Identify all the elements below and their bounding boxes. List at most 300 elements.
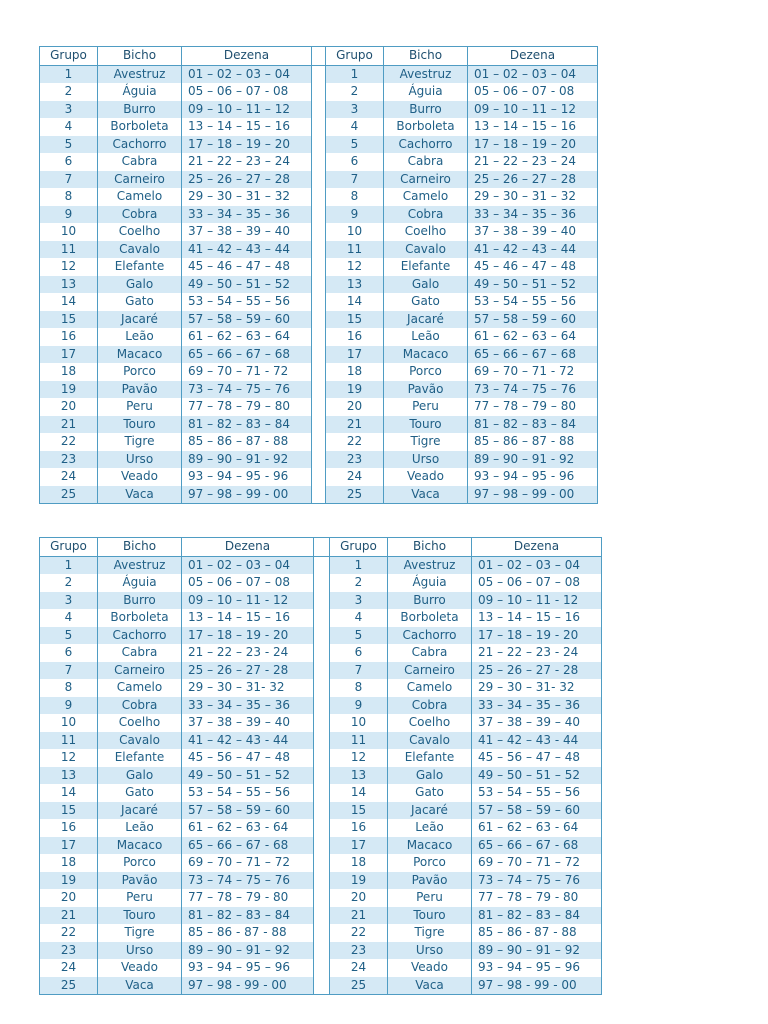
table-row bbox=[40, 749, 602, 767]
bicho-cell: Cachorro bbox=[98, 627, 182, 645]
bicho-cell: Veado bbox=[388, 959, 472, 977]
column-separator bbox=[312, 101, 326, 119]
bicho-cell: Carneiro bbox=[384, 171, 468, 189]
bicho-cell: Cavalo bbox=[98, 241, 182, 259]
dezena-cell: 13 – 14 – 15 – 16 bbox=[182, 118, 312, 136]
bicho-cell: Vaca bbox=[98, 486, 182, 504]
bicho-cell: Elefante bbox=[98, 258, 182, 276]
grupo-cell: 5 bbox=[40, 627, 98, 645]
column-separator bbox=[312, 83, 326, 101]
dezena-cell: 17 – 18 – 19 - 20 bbox=[182, 627, 314, 645]
dezena-cell: 97 – 98 – 99 - 00 bbox=[182, 486, 312, 504]
bicho-cell: Macaco bbox=[98, 837, 182, 855]
dezena-cell: 65 – 66 – 67 - 68 bbox=[472, 837, 602, 855]
table-row bbox=[40, 977, 602, 995]
bicho-cell: Elefante bbox=[98, 749, 182, 767]
dezena-cell: 81 – 82 – 83 – 84 bbox=[468, 416, 598, 434]
dezena-cell: 17 – 18 – 19 – 20 bbox=[468, 136, 598, 154]
table-row bbox=[40, 398, 598, 416]
dezena-cell: 61 – 62 – 63 – 64 bbox=[468, 328, 598, 346]
dezena-cell: 81 – 82 – 83 – 84 bbox=[472, 907, 602, 925]
dezena-cell: 21 – 22 – 23 - 24 bbox=[182, 644, 314, 662]
dezena-cell: 25 – 26 – 27 – 28 bbox=[182, 171, 312, 189]
dezena-cell: 73 – 74 – 75 – 76 bbox=[472, 872, 602, 890]
table-row bbox=[40, 767, 602, 785]
dezena-cell: 37 – 38 – 39 – 40 bbox=[472, 714, 602, 732]
table-row bbox=[40, 697, 602, 715]
dezena-cell: 41 – 42 – 43 – 44 bbox=[182, 241, 312, 259]
grupo-cell: 6 bbox=[40, 153, 98, 171]
column-separator bbox=[314, 644, 330, 662]
table-row bbox=[40, 118, 598, 136]
table-row bbox=[40, 486, 598, 504]
grupo-cell: 18 bbox=[40, 854, 98, 872]
column-separator bbox=[312, 363, 326, 381]
dezena-cell: 61 – 62 – 63 - 64 bbox=[182, 819, 314, 837]
bicho-cell: Touro bbox=[384, 416, 468, 434]
table-row bbox=[40, 188, 598, 206]
grupo-cell: 14 bbox=[40, 784, 98, 802]
grupo-cell: 22 bbox=[40, 924, 98, 942]
column-separator bbox=[312, 416, 326, 434]
column-separator bbox=[314, 538, 330, 557]
grupo-cell: 7 bbox=[40, 662, 98, 680]
dezena-cell: 97 – 98 - 99 - 00 bbox=[472, 977, 602, 995]
grupo-cell: 6 bbox=[326, 153, 384, 171]
bicho-cell: Pavão bbox=[388, 872, 472, 890]
bicho-cell: Peru bbox=[98, 889, 182, 907]
bicho-cell: Cobra bbox=[98, 697, 182, 715]
grupo-cell: 20 bbox=[40, 398, 98, 416]
bicho-cell: Tigre bbox=[98, 924, 182, 942]
grupo-cell: 17 bbox=[40, 346, 98, 364]
bicho-cell: Borboleta bbox=[384, 118, 468, 136]
grupo-cell: 21 bbox=[40, 416, 98, 434]
dezena-cell: 85 – 86 - 87 - 88 bbox=[472, 924, 602, 942]
grupo-cell: 20 bbox=[326, 398, 384, 416]
grupo-cell: 25 bbox=[40, 977, 98, 995]
bicho-cell: Vaca bbox=[384, 486, 468, 504]
grupo-cell: 19 bbox=[40, 872, 98, 890]
dezena-cell: 05 – 06 – 07 – 08 bbox=[472, 574, 602, 592]
table-body bbox=[40, 65, 598, 504]
grupo-cell: 16 bbox=[330, 819, 388, 837]
dezena-cell: 69 – 70 – 71 – 72 bbox=[182, 854, 314, 872]
column-separator bbox=[312, 223, 326, 241]
dezena-cell: 93 – 94 – 95 – 96 bbox=[182, 959, 314, 977]
bicho-cell: Carneiro bbox=[98, 662, 182, 680]
bicho-cell: Cobra bbox=[388, 697, 472, 715]
bicho-cell: Burro bbox=[98, 101, 182, 119]
dezena-cell: 81 – 82 – 83 – 84 bbox=[182, 907, 314, 925]
bicho-cell: Elefante bbox=[388, 749, 472, 767]
grupo-cell: 12 bbox=[40, 258, 98, 276]
grupo-cell: 12 bbox=[330, 749, 388, 767]
grupo-cell: 25 bbox=[326, 486, 384, 504]
grupo-cell: 10 bbox=[326, 223, 384, 241]
bicho-cell: Leão bbox=[98, 328, 182, 346]
grupo-cell: 22 bbox=[330, 924, 388, 942]
dezena-cell: 53 – 54 – 55 – 56 bbox=[468, 293, 598, 311]
grupo-cell: 8 bbox=[326, 188, 384, 206]
dezena-cell: 49 – 50 – 51 – 52 bbox=[472, 767, 602, 785]
bicho-cell: Avestruz bbox=[98, 556, 182, 574]
column-separator bbox=[314, 609, 330, 627]
grupo-cell: 18 bbox=[326, 363, 384, 381]
table-row bbox=[40, 819, 602, 837]
column-separator bbox=[314, 854, 330, 872]
dezena-cell: 45 – 46 – 47 – 48 bbox=[468, 258, 598, 276]
bicho-cell: Peru bbox=[98, 398, 182, 416]
grupo-cell: 6 bbox=[40, 644, 98, 662]
bicho-cell: Cabra bbox=[384, 153, 468, 171]
bicho-table-bottom bbox=[39, 537, 602, 995]
dezena-cell: 33 – 34 – 35 – 36 bbox=[468, 206, 598, 224]
dezena-cell: 37 – 38 – 39 – 40 bbox=[182, 223, 312, 241]
dezena-cell: 45 – 56 – 47 – 48 bbox=[182, 749, 314, 767]
bicho-cell: Cabra bbox=[388, 644, 472, 662]
bicho-cell: Pavão bbox=[98, 872, 182, 890]
dezena-cell: 13 – 14 – 15 – 16 bbox=[468, 118, 598, 136]
bicho-cell: Avestruz bbox=[388, 556, 472, 574]
table-row bbox=[40, 574, 602, 592]
table-row bbox=[40, 258, 598, 276]
dezena-cell: 49 – 50 – 51 – 52 bbox=[468, 276, 598, 294]
bicho-cell: Urso bbox=[98, 451, 182, 469]
dezena-cell: 77 – 78 – 79 - 80 bbox=[472, 889, 602, 907]
table-row bbox=[40, 784, 602, 802]
bicho-header: Bicho bbox=[98, 47, 182, 66]
grupo-cell: 9 bbox=[40, 206, 98, 224]
grupo-cell: 15 bbox=[40, 802, 98, 820]
dezena-cell: 81 – 82 – 83 – 84 bbox=[182, 416, 312, 434]
bicho-cell: Macaco bbox=[98, 346, 182, 364]
bicho-cell: Carneiro bbox=[388, 662, 472, 680]
bicho-header: Bicho bbox=[384, 47, 468, 66]
bicho-cell: Burro bbox=[98, 592, 182, 610]
bicho-cell: Águia bbox=[384, 83, 468, 101]
grupo-cell: 10 bbox=[330, 714, 388, 732]
bicho-cell: Jacaré bbox=[98, 311, 182, 329]
column-separator bbox=[314, 907, 330, 925]
grupo-cell: 11 bbox=[40, 732, 98, 750]
column-separator bbox=[312, 346, 326, 364]
dezena-cell: 33 – 34 – 35 – 36 bbox=[182, 206, 312, 224]
table-row bbox=[40, 627, 602, 645]
column-separator bbox=[312, 47, 326, 66]
grupo-cell: 9 bbox=[330, 697, 388, 715]
dezena-cell: 21 – 22 – 23 – 24 bbox=[468, 153, 598, 171]
column-separator bbox=[314, 556, 330, 574]
bicho-cell: Gato bbox=[388, 784, 472, 802]
dezena-cell: 97 – 98 – 99 - 00 bbox=[468, 486, 598, 504]
table-row bbox=[40, 837, 602, 855]
dezena-cell: 01 – 02 – 03 – 04 bbox=[182, 556, 314, 574]
grupo-cell: 11 bbox=[326, 241, 384, 259]
grupo-cell: 19 bbox=[330, 872, 388, 890]
bicho-cell: Cobra bbox=[98, 206, 182, 224]
grupo-cell: 7 bbox=[330, 662, 388, 680]
bicho-cell: Porco bbox=[384, 363, 468, 381]
bicho-header: Bicho bbox=[98, 538, 182, 557]
dezena-cell: 09 – 10 – 11 - 12 bbox=[472, 592, 602, 610]
grupo-cell: 17 bbox=[40, 837, 98, 855]
bicho-cell: Vaca bbox=[388, 977, 472, 995]
column-separator bbox=[312, 188, 326, 206]
grupo-cell: 10 bbox=[40, 714, 98, 732]
bicho-table-top bbox=[39, 46, 598, 504]
grupo-cell: 19 bbox=[326, 381, 384, 399]
dezena-cell: 57 – 58 – 59 – 60 bbox=[182, 802, 314, 820]
header-row bbox=[40, 538, 602, 557]
grupo-header: Grupo bbox=[40, 538, 98, 557]
table-row bbox=[40, 101, 598, 119]
grupo-cell: 8 bbox=[330, 679, 388, 697]
bicho-cell: Galo bbox=[98, 276, 182, 294]
bicho-cell: Veado bbox=[98, 959, 182, 977]
grupo-cell: 5 bbox=[326, 136, 384, 154]
table-row bbox=[40, 854, 602, 872]
grupo-cell: 25 bbox=[40, 486, 98, 504]
grupo-cell: 3 bbox=[40, 101, 98, 119]
column-separator bbox=[312, 381, 326, 399]
grupo-cell: 21 bbox=[330, 907, 388, 925]
column-separator bbox=[312, 258, 326, 276]
grupo-cell: 17 bbox=[326, 346, 384, 364]
bicho-cell: Pavão bbox=[384, 381, 468, 399]
table-row bbox=[40, 206, 598, 224]
dezena-cell: 29 – 30 – 31 – 32 bbox=[468, 188, 598, 206]
grupo-cell: 23 bbox=[40, 451, 98, 469]
bicho-header: Bicho bbox=[388, 538, 472, 557]
dezena-cell: 09 – 10 – 11 – 12 bbox=[182, 101, 312, 119]
bicho-cell: Peru bbox=[384, 398, 468, 416]
column-separator bbox=[312, 241, 326, 259]
dezena-cell: 41 – 42 – 43 – 44 bbox=[468, 241, 598, 259]
column-separator bbox=[314, 732, 330, 750]
dezena-cell: 65 – 66 – 67 - 68 bbox=[182, 837, 314, 855]
grupo-cell: 13 bbox=[330, 767, 388, 785]
grupo-cell: 17 bbox=[330, 837, 388, 855]
grupo-cell: 18 bbox=[330, 854, 388, 872]
grupo-cell: 4 bbox=[40, 609, 98, 627]
grupo-cell: 1 bbox=[330, 556, 388, 574]
table-row bbox=[40, 223, 598, 241]
grupo-cell: 5 bbox=[330, 627, 388, 645]
grupo-cell: 13 bbox=[40, 276, 98, 294]
grupo-cell: 23 bbox=[326, 451, 384, 469]
dezena-cell: 45 – 46 – 47 – 48 bbox=[182, 258, 312, 276]
dezena-cell: 53 – 54 – 55 – 56 bbox=[472, 784, 602, 802]
grupo-cell: 13 bbox=[40, 767, 98, 785]
table-row bbox=[40, 363, 598, 381]
grupo-cell: 20 bbox=[330, 889, 388, 907]
dezena-cell: 17 – 18 – 19 – 20 bbox=[182, 136, 312, 154]
table-row bbox=[40, 416, 598, 434]
grupo-cell: 22 bbox=[40, 433, 98, 451]
dezena-cell: 49 – 50 – 51 – 52 bbox=[182, 767, 314, 785]
dezena-cell: 73 – 74 – 75 – 76 bbox=[468, 381, 598, 399]
column-separator bbox=[314, 942, 330, 960]
dezena-cell: 57 – 58 – 59 – 60 bbox=[472, 802, 602, 820]
grupo-cell: 15 bbox=[326, 311, 384, 329]
bicho-cell: Cavalo bbox=[384, 241, 468, 259]
grupo-cell: 24 bbox=[326, 468, 384, 486]
grupo-cell: 24 bbox=[40, 468, 98, 486]
column-separator bbox=[314, 714, 330, 732]
grupo-cell: 25 bbox=[330, 977, 388, 995]
bicho-cell: Gato bbox=[98, 293, 182, 311]
grupo-cell: 21 bbox=[40, 907, 98, 925]
grupo-cell: 2 bbox=[40, 83, 98, 101]
dezena-cell: 05 – 06 – 07 – 08 bbox=[182, 574, 314, 592]
bicho-cell: Porco bbox=[388, 854, 472, 872]
table-row bbox=[40, 65, 598, 83]
dezena-cell: 29 – 30 – 31- 32 bbox=[472, 679, 602, 697]
bicho-cell: Jacaré bbox=[98, 802, 182, 820]
bicho-cell: Carneiro bbox=[98, 171, 182, 189]
dezena-cell: 05 – 06 – 07 - 08 bbox=[468, 83, 598, 101]
column-separator bbox=[312, 136, 326, 154]
grupo-cell: 7 bbox=[326, 171, 384, 189]
grupo-cell: 14 bbox=[326, 293, 384, 311]
bicho-cell: Burro bbox=[384, 101, 468, 119]
dezena-cell: 65 – 66 – 67 – 68 bbox=[182, 346, 312, 364]
grupo-cell: 8 bbox=[40, 188, 98, 206]
table-row bbox=[40, 644, 602, 662]
bicho-cell: Gato bbox=[384, 293, 468, 311]
dezena-cell: 89 – 90 – 91 – 92 bbox=[472, 942, 602, 960]
grupo-cell: 4 bbox=[40, 118, 98, 136]
grupo-cell: 18 bbox=[40, 363, 98, 381]
bicho-cell: Burro bbox=[388, 592, 472, 610]
grupo-cell: 8 bbox=[40, 679, 98, 697]
bicho-cell: Vaca bbox=[98, 977, 182, 995]
table-row bbox=[40, 889, 602, 907]
bicho-cell: Avestruz bbox=[384, 65, 468, 83]
dezena-cell: 89 – 90 – 91 - 92 bbox=[468, 451, 598, 469]
dezena-cell: 25 – 26 – 27 – 28 bbox=[468, 171, 598, 189]
column-separator bbox=[314, 802, 330, 820]
grupo-header: Grupo bbox=[40, 47, 98, 66]
dezena-cell: 77 – 78 – 79 – 80 bbox=[468, 398, 598, 416]
dezena-cell: 93 – 94 – 95 - 96 bbox=[468, 468, 598, 486]
bicho-cell: Urso bbox=[384, 451, 468, 469]
dezena-cell: 57 – 58 – 59 – 60 bbox=[468, 311, 598, 329]
bicho-cell: Cachorro bbox=[98, 136, 182, 154]
grupo-cell: 3 bbox=[40, 592, 98, 610]
column-separator bbox=[314, 819, 330, 837]
bicho-cell: Tigre bbox=[388, 924, 472, 942]
grupo-cell: 12 bbox=[40, 749, 98, 767]
bicho-cell: Cachorro bbox=[388, 627, 472, 645]
table-row bbox=[40, 662, 602, 680]
column-separator bbox=[312, 206, 326, 224]
grupo-cell: 10 bbox=[40, 223, 98, 241]
table-row bbox=[40, 924, 602, 942]
column-separator bbox=[314, 749, 330, 767]
dezena-cell: 93 – 94 – 95 - 96 bbox=[182, 468, 312, 486]
bicho-cell: Jacaré bbox=[388, 802, 472, 820]
table-row bbox=[40, 83, 598, 101]
grupo-cell: 1 bbox=[40, 556, 98, 574]
table-row bbox=[40, 556, 602, 574]
table-row bbox=[40, 802, 602, 820]
dezena-cell: 89 – 90 – 91 - 92 bbox=[182, 451, 312, 469]
dezena-cell: 69 – 70 – 71 - 72 bbox=[468, 363, 598, 381]
table-row bbox=[40, 609, 602, 627]
dezena-cell: 17 – 18 – 19 - 20 bbox=[472, 627, 602, 645]
bicho-cell: Urso bbox=[98, 942, 182, 960]
column-separator bbox=[314, 837, 330, 855]
bicho-cell: Cavalo bbox=[388, 732, 472, 750]
dezena-header: Dezena bbox=[182, 538, 314, 557]
dezena-cell: 33 – 34 – 35 – 36 bbox=[182, 697, 314, 715]
grupo-cell: 2 bbox=[330, 574, 388, 592]
bicho-cell: Águia bbox=[98, 574, 182, 592]
bicho-cell: Galo bbox=[384, 276, 468, 294]
bicho-cell: Avestruz bbox=[98, 65, 182, 83]
grupo-cell: 20 bbox=[40, 889, 98, 907]
dezena-cell: 49 – 50 – 51 – 52 bbox=[182, 276, 312, 294]
table-row bbox=[40, 942, 602, 960]
grupo-cell: 14 bbox=[330, 784, 388, 802]
grupo-cell: 1 bbox=[40, 65, 98, 83]
dezena-cell: 09 – 10 – 11 - 12 bbox=[182, 592, 314, 610]
grupo-cell: 11 bbox=[330, 732, 388, 750]
dezena-cell: 65 – 66 – 67 – 68 bbox=[468, 346, 598, 364]
bicho-cell: Galo bbox=[388, 767, 472, 785]
bicho-cell: Camelo bbox=[388, 679, 472, 697]
dezena-cell: 69 – 70 – 71 – 72 bbox=[472, 854, 602, 872]
grupo-cell: 14 bbox=[40, 293, 98, 311]
grupo-cell: 9 bbox=[40, 697, 98, 715]
dezena-cell: 29 – 30 – 31- 32 bbox=[182, 679, 314, 697]
bicho-cell: Galo bbox=[98, 767, 182, 785]
table-row bbox=[40, 153, 598, 171]
dezena-cell: 89 – 90 – 91 – 92 bbox=[182, 942, 314, 960]
bicho-cell: Porco bbox=[98, 854, 182, 872]
column-separator bbox=[314, 889, 330, 907]
bicho-cell: Porco bbox=[98, 363, 182, 381]
bicho-cell: Águia bbox=[388, 574, 472, 592]
table-row bbox=[40, 592, 602, 610]
dezena-cell: 05 – 06 – 07 - 08 bbox=[182, 83, 312, 101]
bicho-cell: Leão bbox=[98, 819, 182, 837]
bicho-cell: Cavalo bbox=[98, 732, 182, 750]
column-separator bbox=[312, 276, 326, 294]
table-row bbox=[40, 959, 602, 977]
bicho-cell: Tigre bbox=[98, 433, 182, 451]
grupo-cell: 16 bbox=[40, 328, 98, 346]
bicho-cell: Leão bbox=[384, 328, 468, 346]
grupo-cell: 4 bbox=[330, 609, 388, 627]
bicho-cell: Veado bbox=[98, 468, 182, 486]
table-row bbox=[40, 241, 598, 259]
table-row bbox=[40, 714, 602, 732]
bicho-cell: Touro bbox=[98, 907, 182, 925]
dezena-cell: 37 – 38 – 39 – 40 bbox=[182, 714, 314, 732]
column-separator bbox=[314, 592, 330, 610]
dezena-cell: 85 – 86 - 87 - 88 bbox=[182, 924, 314, 942]
grupo-cell: 3 bbox=[330, 592, 388, 610]
column-separator bbox=[314, 627, 330, 645]
dezena-cell: 57 – 58 – 59 – 60 bbox=[182, 311, 312, 329]
column-separator bbox=[312, 311, 326, 329]
grupo-cell: 6 bbox=[330, 644, 388, 662]
table-row bbox=[40, 451, 598, 469]
column-separator bbox=[314, 924, 330, 942]
